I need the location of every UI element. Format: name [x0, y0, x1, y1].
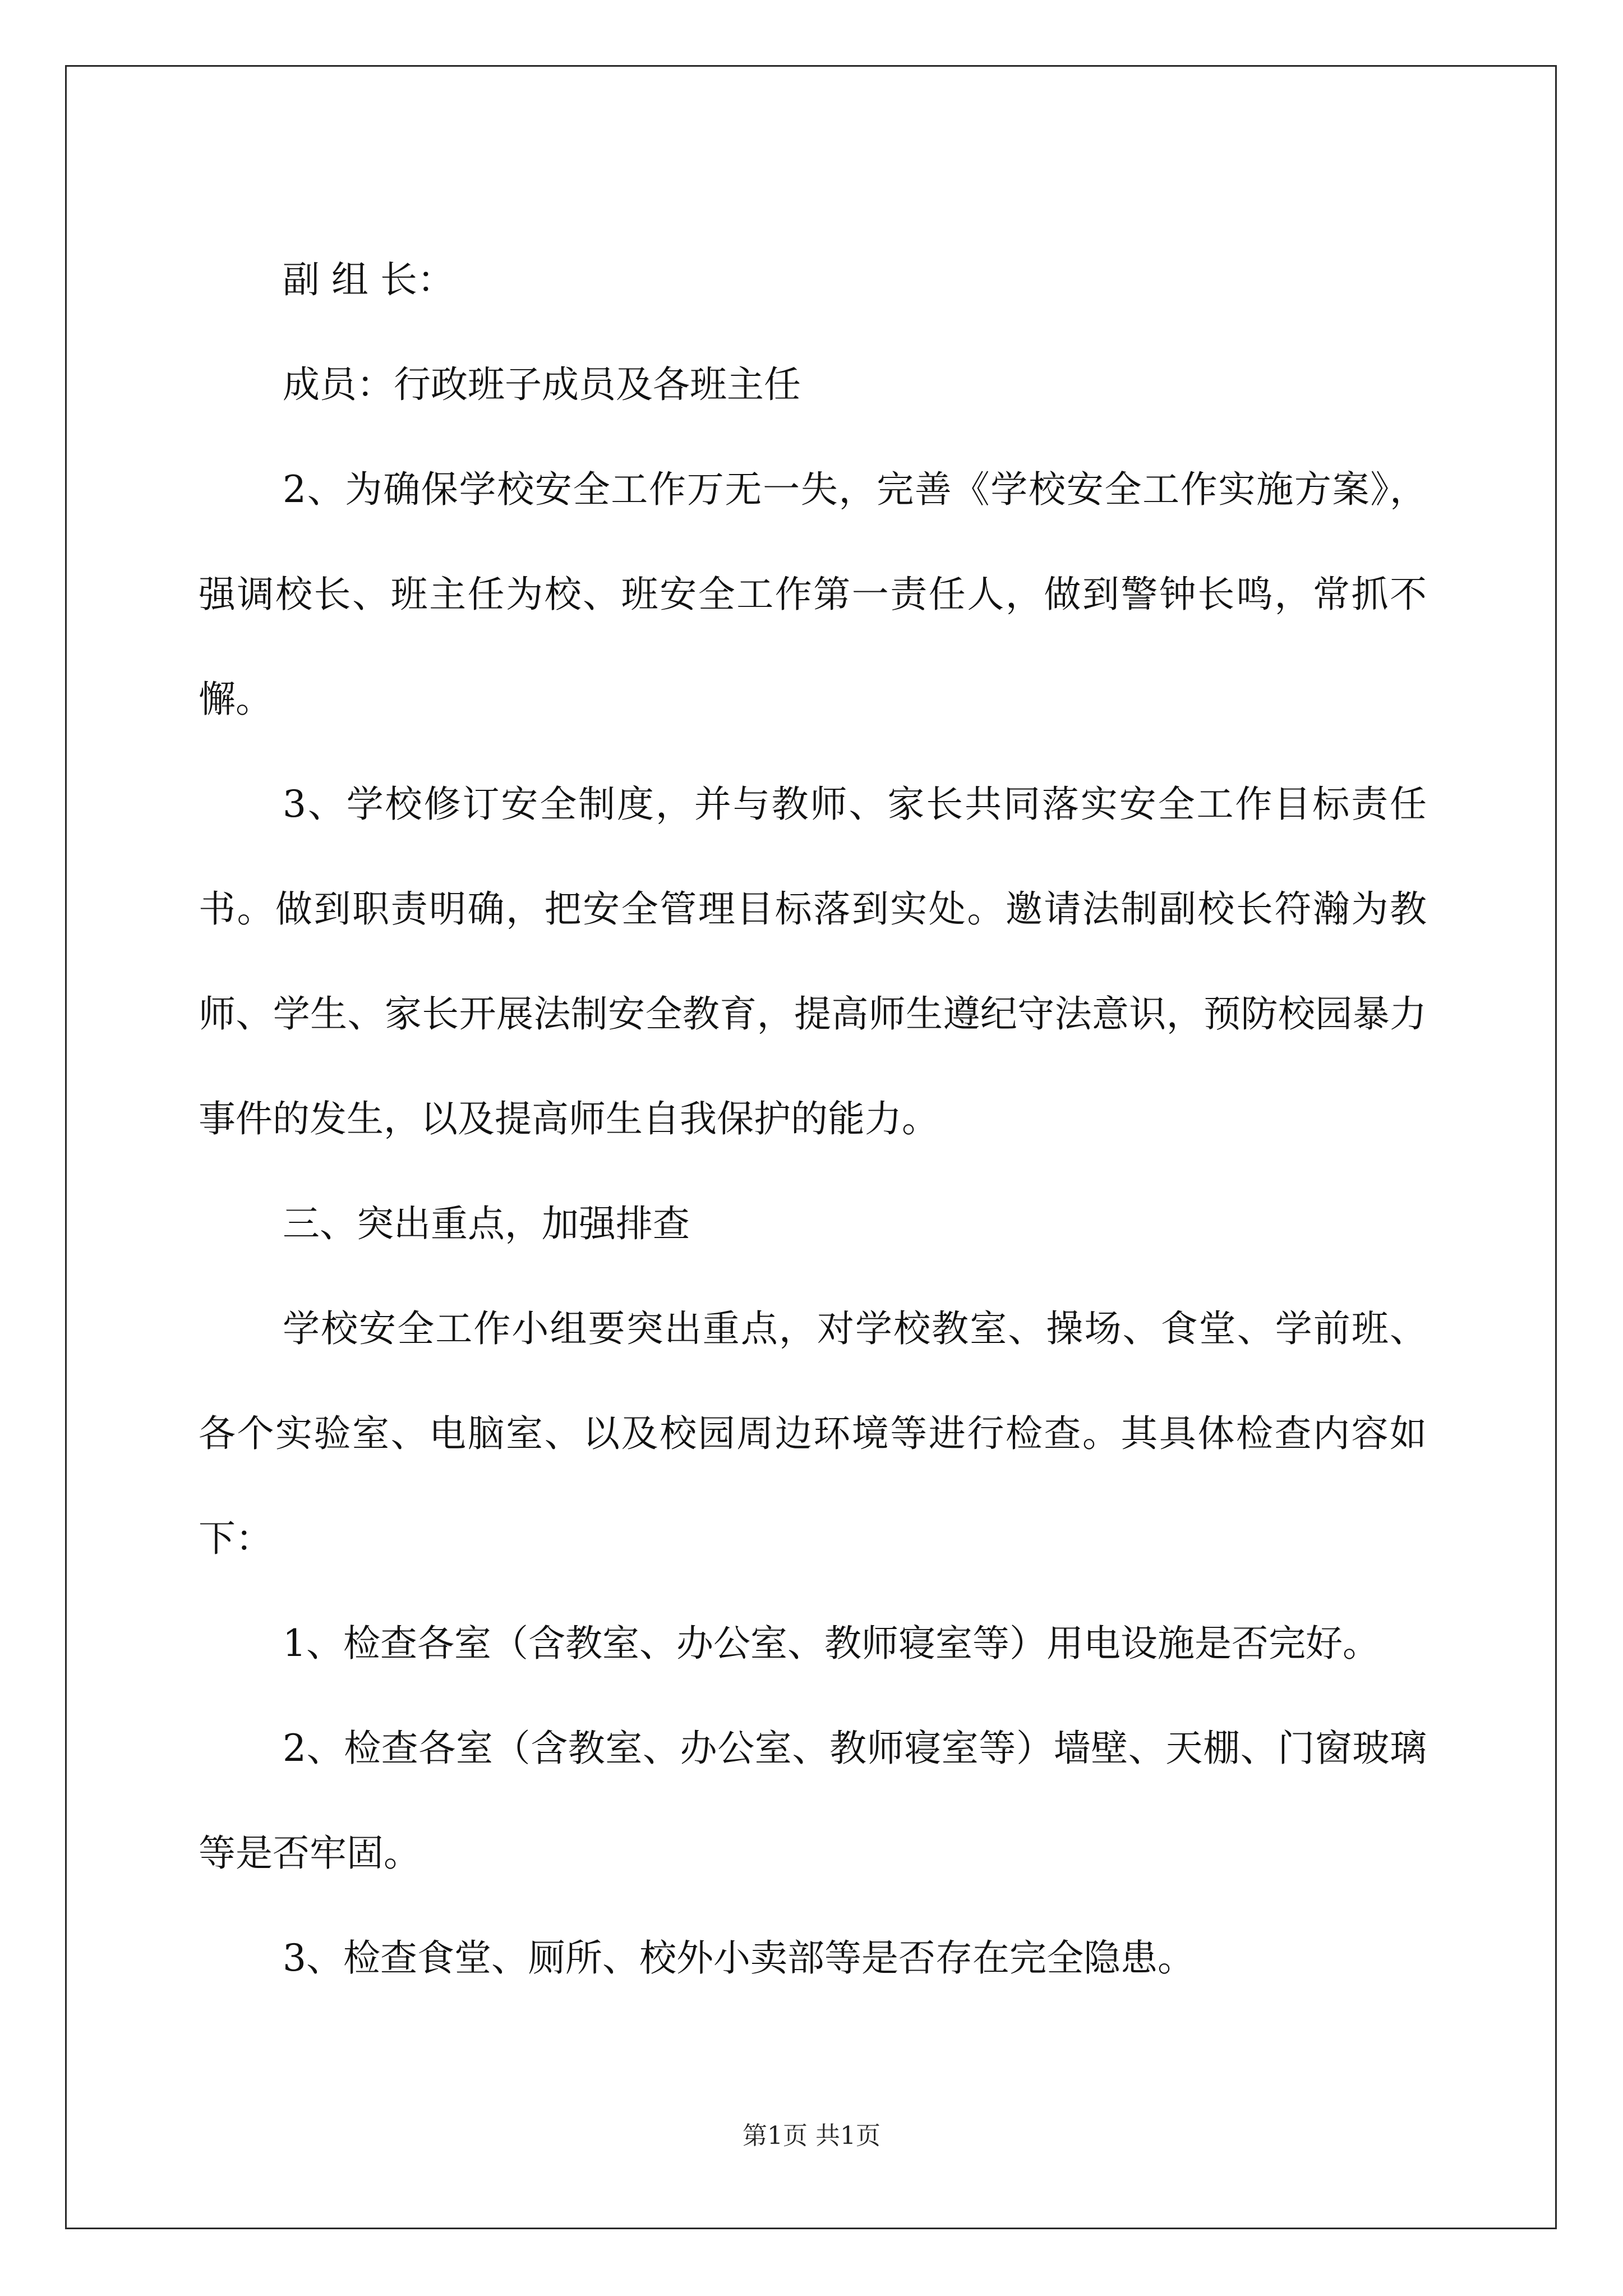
paragraph: 2、检查各室（含教室、办公室、教师寝室等）墙壁、天棚、门窗玻璃等是否牢固。 — [199, 1727, 1427, 1875]
document-body — [199, 227, 1427, 2010]
paragraph: 成员：行政班子成员及各班主任 — [283, 363, 801, 406]
paragraph: 三、突出重点，加强排查 — [283, 1202, 690, 1245]
paragraph: 学校安全工作小组要突出重点，对学校教室、操场、食堂、学前班、各个实验室、电脑室、以及校园周边环境等进行检查。其具体检查内容如下： — [199, 1307, 1427, 1560]
paragraph: 3、学校修订安全制度，并与教师、家长共同落实安全工作目标责任书。做到职责明确，把安全管理目标落到实处。邀请法制副校长符瀚为教师、学生、家长开展法制安全教育，提高师生遵纪守法意识，预防校园暴力事件的发生，以及提高师生自我保护的能力。 — [199, 783, 1427, 1140]
paragraph: 2、为确保学校安全工作万无一失，完善《学校安全工作实施方案》，强调校长、班主任为校、班安全工作第一责任人，做到警钟长鸣，常抓不懈。 — [199, 468, 1427, 721]
paragraph: 副 组 长： — [283, 258, 454, 301]
paragraph: 1、检查各室（含教室、办公室、教师寝室等）用电设施是否完好。 — [283, 1622, 1380, 1665]
paragraph: 3、检查食堂、厕所、校外小卖部等是否存在完全隐患。 — [283, 1936, 1195, 1980]
page-footer: 第1页 共1页 — [743, 2122, 880, 2150]
